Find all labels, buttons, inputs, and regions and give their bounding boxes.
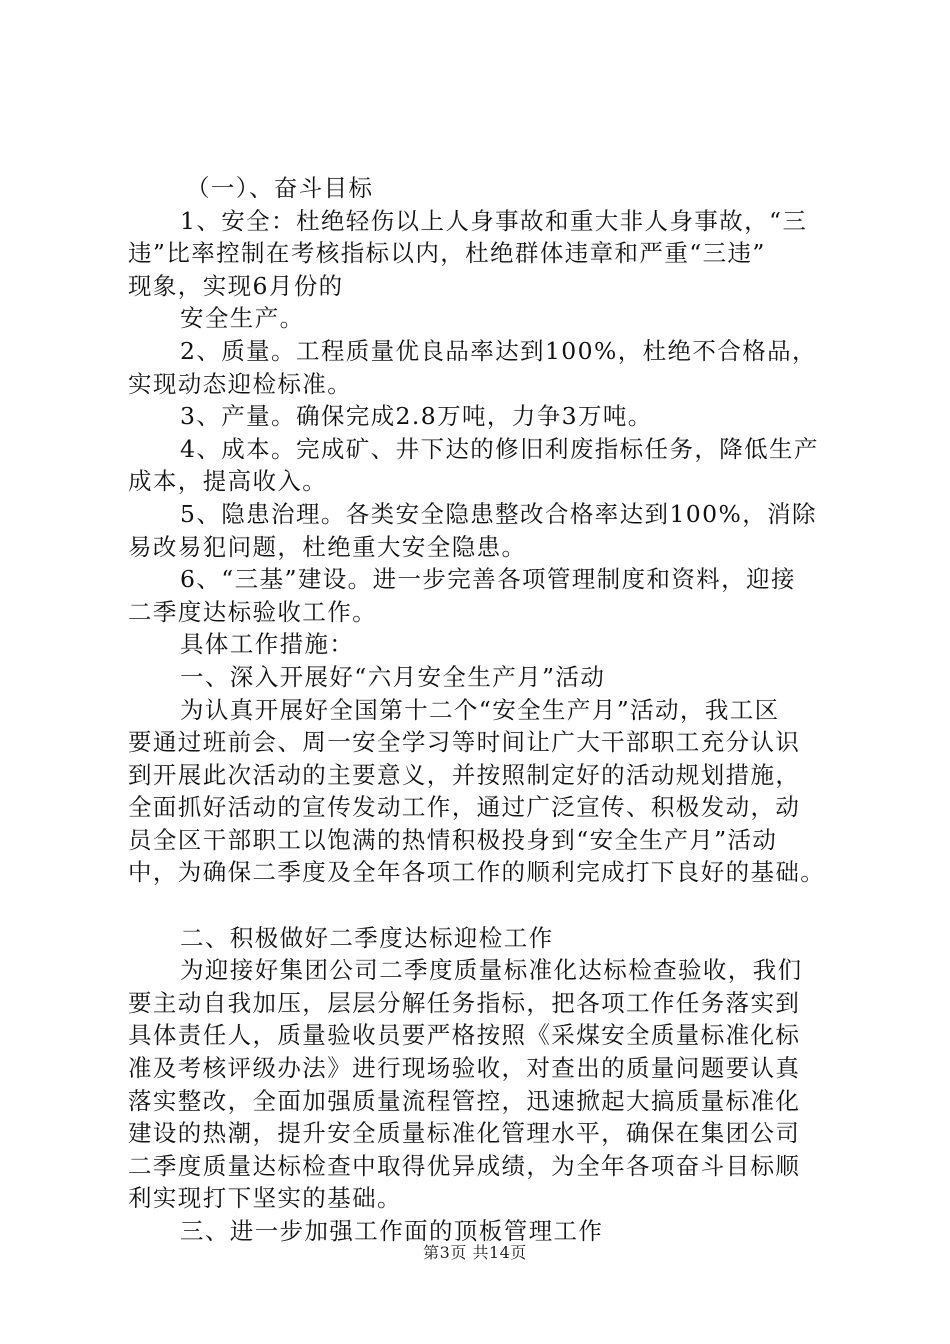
text-line: 二季度达标验收工作。 [128,597,377,626]
text-line: 安全生产。 [180,304,305,333]
text-line: 二、积极做好二季度达标迎检工作 [180,923,554,952]
text-line: 利实现打下坚实的基础。 [128,1184,402,1213]
text-line: 员全区干部职工以饱满的热情积极投身到“安全生产月”活动 [128,825,778,854]
text-line: 成本，提高收入。 [128,467,328,496]
text-line: 为迎接好集团公司二季度质量标准化达标检查验收，我们 [180,956,803,985]
text-line: 5、隐患治理。各类安全隐患整改合格率达到100%，消除 [180,499,817,528]
text-line: 易改易犯问题，杜绝重大安全隐患。 [128,532,527,561]
text-line: （一）、奋斗目标 [186,174,374,202]
text-line: 6、“三基”建设。进一步完善各项管理制度和资料，迎接 [180,565,796,594]
text-line: 全面抓好活动的宣传发动工作，通过广泛宣传、积极发动，动 [128,793,801,822]
text-line: 准及考核评级办法》进行现场验收，对查出的质量问题要认真 [128,1054,801,1083]
text-line: 3、产量。确保完成2.8万吨，力争3万吨。 [180,402,653,431]
document-body [128,172,840,1248]
text-line: 实现动态迎检标准。 [128,369,353,398]
text-line: 落实整改，全面加强质量流程管控，迅速掀起大搞质量标准化 [128,1086,801,1115]
text-line: 1、安全：杜绝轻伤以上人身事故和重大非人身事故，“三 [180,206,808,235]
text-line: 建设的热潮，提升安全质量标准化管理水平，确保在集团公司 [128,1119,801,1148]
text-line: 一、深入开展好“六月安全生产月”活动 [180,662,606,691]
paragraph-gap [128,889,840,922]
text-line: 4、成本。完成矿、井下达的修旧利废指标任务，降低生产 [180,434,819,463]
page-footer: 第3页 共14页 [423,1243,527,1262]
text-line: 要通过班前会、周一安全学习等时间让广大干部职工充分认识 [128,728,801,757]
text-line: 现象，实现6月份的 [128,271,344,300]
text-line: 具体工作措施： [180,630,355,659]
text-line: 要主动自我加压，层层分解任务指标，把各项工作任务落实到 [128,988,801,1017]
text-line: 2、质量。工程质量优良品率达到100%，杜绝不合格品， [180,336,817,365]
text-line: 到开展此次活动的主要意义，并按照制定好的活动规划措施， [128,760,801,789]
text-line: 中，为确保二季度及全年各项工作的顺利完成打下良好的基础。 [128,858,826,887]
text-line: 三、进一步加强工作面的顶板管理工作 [180,1217,604,1245]
text-line: 为认真开展好全国第十二个“安全生产月”活动，我工区 [180,695,780,724]
text-line: 二季度质量达标检查中取得优异成绩，为全年各项奋斗目标顺 [128,1151,801,1180]
text-line: 具体责任人，质量验收员要严格按照《采煤安全质量标准化标 [128,1021,801,1050]
text-line: 违”比率控制在考核指标以内，杜绝群体违章和严重“三违” [128,239,766,268]
